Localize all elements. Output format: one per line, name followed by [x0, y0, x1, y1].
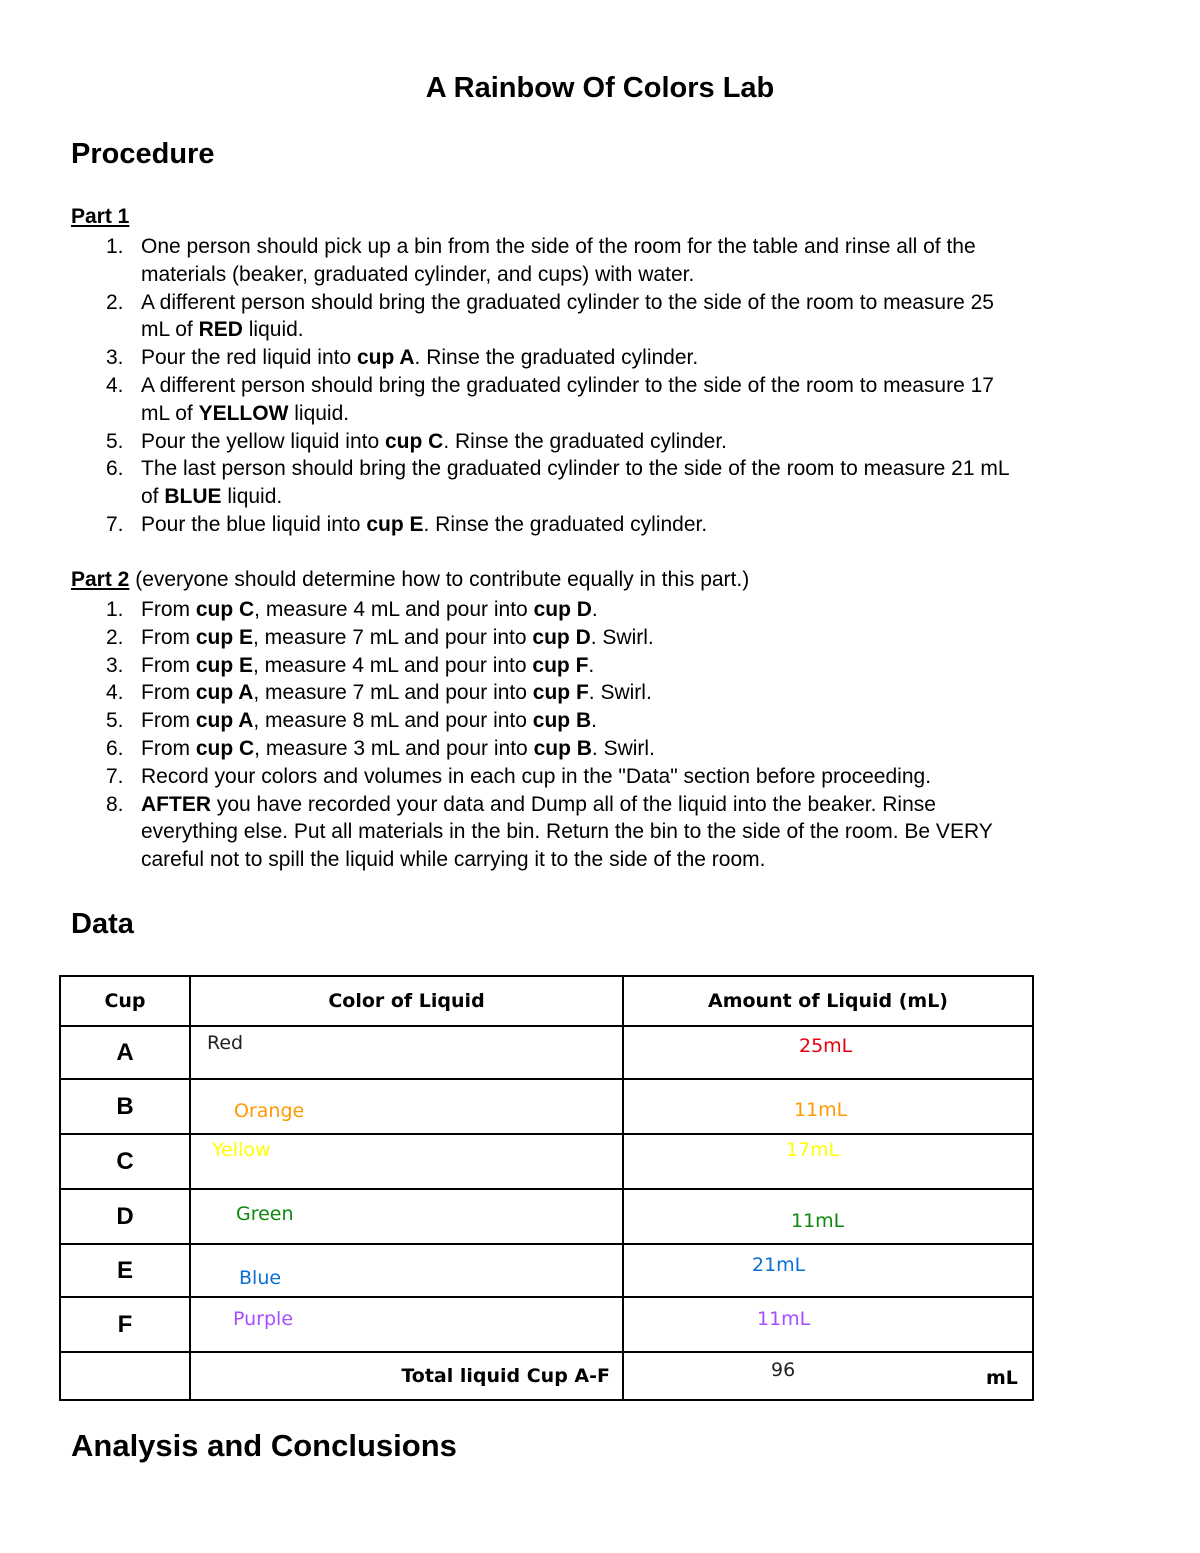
- document-title: A Rainbow Of Colors Lab: [425, 72, 775, 104]
- color-value: Purple: [233, 1308, 294, 1330]
- step-text: liquid.: [242, 318, 304, 342]
- list-item: [0, 372, 1121, 428]
- step-emphasis: cup E: [366, 512, 424, 536]
- data-table: [59, 975, 1034, 1401]
- total-value: 96: [771, 1359, 796, 1381]
- list-item: [0, 707, 1121, 735]
- step-text: .: [588, 653, 595, 677]
- step-text: . Swirl.: [590, 625, 654, 649]
- list-item: [0, 428, 1121, 456]
- table-row: [60, 1079, 1033, 1134]
- step-number: 1.: [106, 235, 124, 258]
- source-cup: cup A: [195, 681, 254, 705]
- color-value: Green: [236, 1203, 294, 1225]
- cup-cell: B: [60, 1079, 190, 1134]
- column-header-color: Color of Liquid: [190, 976, 623, 1026]
- total-cell[interactable]: [623, 1352, 1033, 1400]
- list-item: [0, 763, 1121, 791]
- step-emphasis: cup A: [356, 346, 415, 370]
- target-cup: cup D: [533, 598, 592, 621]
- step-text: , measure 8 mL and pour into: [253, 709, 533, 733]
- list-item: [0, 791, 1121, 874]
- procedure-heading: Procedure: [71, 138, 215, 170]
- step-text: liquid.: [221, 485, 283, 509]
- table-row: [60, 1297, 1033, 1352]
- step-emphasis: AFTER: [141, 792, 211, 816]
- list-item: [0, 596, 1121, 624]
- target-cup: cup B: [533, 736, 592, 760]
- step-text: One person should pick up a bin from the side of the room for the table and rinse all of the: [141, 235, 976, 258]
- target-cup: cup F: [532, 653, 589, 677]
- step-number: 2.: [106, 625, 124, 649]
- step-text: . Rinse the graduated cylinder.: [423, 512, 708, 536]
- step-number: 4.: [106, 681, 124, 705]
- amount-value: 11mL: [794, 1099, 848, 1121]
- source-cup: cup E: [195, 653, 254, 677]
- color-cell[interactable]: [190, 1134, 623, 1189]
- amount-cell[interactable]: [623, 1134, 1033, 1189]
- data-heading: Data: [71, 908, 134, 940]
- step-text: . Rinse the graduated cylinder.: [414, 346, 699, 370]
- total-unit: mL: [986, 1367, 1018, 1389]
- source-cup: cup E: [195, 625, 254, 649]
- amount-value: 21mL: [752, 1254, 806, 1276]
- part1-label: Part 1: [71, 205, 130, 228]
- step-text: mL of: [141, 401, 199, 425]
- step-text: .: [591, 598, 598, 621]
- empty-cell: [60, 1352, 190, 1400]
- step-number: 3.: [106, 653, 124, 677]
- source-cup: cup A: [195, 709, 254, 733]
- cup-cell: E: [60, 1244, 190, 1297]
- list-item: [0, 289, 1121, 345]
- amount-cell[interactable]: [623, 1297, 1033, 1352]
- part1-heading: [71, 205, 129, 229]
- table-row: [60, 1244, 1033, 1297]
- step-number: 7.: [106, 764, 124, 788]
- step-emphasis: cup C: [384, 429, 444, 453]
- list-item: [0, 624, 1121, 652]
- step-emphasis: BLUE: [164, 485, 222, 509]
- cup-cell: D: [60, 1189, 190, 1244]
- table-row: [60, 1134, 1033, 1189]
- step-number: 1.: [106, 598, 124, 621]
- step-text: .: [591, 709, 597, 733]
- color-cell[interactable]: [190, 1189, 623, 1244]
- part1-steps: [0, 233, 1121, 539]
- step-number: 2.: [106, 290, 124, 314]
- target-cup: cup B: [532, 709, 592, 733]
- amount-value: 25mL: [799, 1035, 853, 1057]
- step-text: , measure 4 mL and pour into: [254, 598, 534, 621]
- target-cup: cup F: [532, 681, 589, 705]
- step-text: From: [141, 681, 196, 705]
- step-number: 5.: [106, 709, 124, 733]
- step-emphasis: YELLOW: [198, 401, 289, 425]
- step-number: 3.: [106, 346, 124, 370]
- step-text: everything else. Put all materials in the bin. Return the bin to the side of the room. Be VERY: [141, 820, 993, 844]
- step-text: Pour the red liquid into: [141, 346, 357, 370]
- part2-steps: [0, 596, 1121, 874]
- step-text: From: [141, 598, 196, 621]
- step-emphasis: RED: [198, 318, 243, 342]
- color-cell[interactable]: [190, 1079, 623, 1134]
- step-text: From: [141, 653, 196, 677]
- amount-cell[interactable]: [623, 1244, 1033, 1297]
- step-text: From: [141, 709, 196, 733]
- list-item: [0, 652, 1121, 680]
- step-number: 8.: [106, 792, 124, 816]
- list-item: [0, 455, 1121, 511]
- column-header-amount: Amount of Liquid (mL): [623, 976, 1033, 1026]
- column-header-cup: Cup: [60, 976, 190, 1026]
- step-number: 5.: [106, 429, 124, 453]
- step-text: mL of: [141, 318, 199, 342]
- step-text: , measure 4 mL and pour into: [253, 653, 533, 677]
- color-value: Orange: [234, 1100, 305, 1122]
- step-number: 4.: [106, 373, 124, 397]
- step-text: Pour the yellow liquid into: [141, 429, 385, 453]
- analysis-heading: Analysis and Conclusions: [71, 1428, 457, 1463]
- list-item: [0, 233, 1121, 289]
- amount-cell[interactable]: [623, 1189, 1033, 1244]
- amount-value: 17mL: [786, 1139, 840, 1161]
- step-text: Record your colors and volumes in each cup in the "Data" section before proceeding.: [141, 764, 932, 788]
- color-value: Blue: [239, 1267, 282, 1289]
- step-text: careful not to spill the liquid while carrying it to the side of the room.: [141, 848, 766, 872]
- cup-cell: C: [60, 1134, 190, 1189]
- step-number: 6.: [106, 457, 124, 481]
- list-item: [0, 679, 1121, 707]
- color-cell[interactable]: [190, 1297, 623, 1352]
- step-text: A different person should bring the graduated cylinder to the side of the room to measure 25: [141, 290, 994, 314]
- color-value: Yellow: [212, 1139, 271, 1161]
- target-cup: cup D: [532, 625, 591, 649]
- color-value: Red: [207, 1032, 244, 1054]
- color-cell[interactable]: [190, 1026, 623, 1079]
- color-cell[interactable]: [190, 1244, 623, 1297]
- step-text: From: [141, 625, 196, 649]
- source-cup: cup C: [195, 598, 255, 621]
- step-text: . Swirl.: [588, 681, 652, 705]
- list-item: [0, 511, 1121, 539]
- step-number: 7.: [106, 512, 124, 536]
- step-text: Pour the blue liquid into: [141, 512, 367, 536]
- part2-note: (everyone should determine how to contribute equally in this part.): [129, 568, 750, 591]
- source-cup: cup C: [195, 736, 255, 760]
- part2-label: Part 2: [71, 568, 130, 591]
- table-row: [60, 1189, 1033, 1244]
- table-total-row: [60, 1352, 1033, 1400]
- step-text: From: [141, 736, 196, 760]
- step-text: you have recorded your data and Dump all of the liquid into the beaker. Rinse: [211, 792, 936, 816]
- step-text: , measure 7 mL and pour into: [253, 625, 533, 649]
- step-text: of: [141, 485, 165, 509]
- step-text: , measure 7 mL and pour into: [253, 681, 533, 705]
- amount-value: 11mL: [791, 1210, 845, 1232]
- part2-heading: [71, 568, 749, 592]
- cup-cell: F: [60, 1297, 190, 1352]
- step-text: . Swirl.: [591, 736, 655, 760]
- step-text: , measure 3 mL and pour into: [254, 736, 534, 760]
- step-number: 6.: [106, 736, 124, 760]
- amount-cell[interactable]: [623, 1026, 1033, 1079]
- step-text: . Rinse the graduated cylinder.: [443, 429, 728, 453]
- step-text: liquid.: [288, 401, 350, 425]
- table-row: [60, 1026, 1033, 1079]
- table-header-row: [60, 976, 1033, 1026]
- list-item: [0, 735, 1121, 763]
- step-text: The last person should bring the graduated cylinder to the side of the room to measure 21 mL: [141, 457, 1010, 481]
- list-item: [0, 344, 1121, 372]
- cup-cell: A: [60, 1026, 190, 1079]
- step-text: A different person should bring the graduated cylinder to the side of the room to measure 17: [141, 373, 994, 397]
- step-text: materials (beaker, graduated cylinder, and cups) with water.: [141, 262, 695, 286]
- amount-value: 11mL: [757, 1308, 811, 1330]
- amount-cell[interactable]: [623, 1079, 1033, 1134]
- total-label: Total liquid Cup A-F: [190, 1352, 623, 1400]
